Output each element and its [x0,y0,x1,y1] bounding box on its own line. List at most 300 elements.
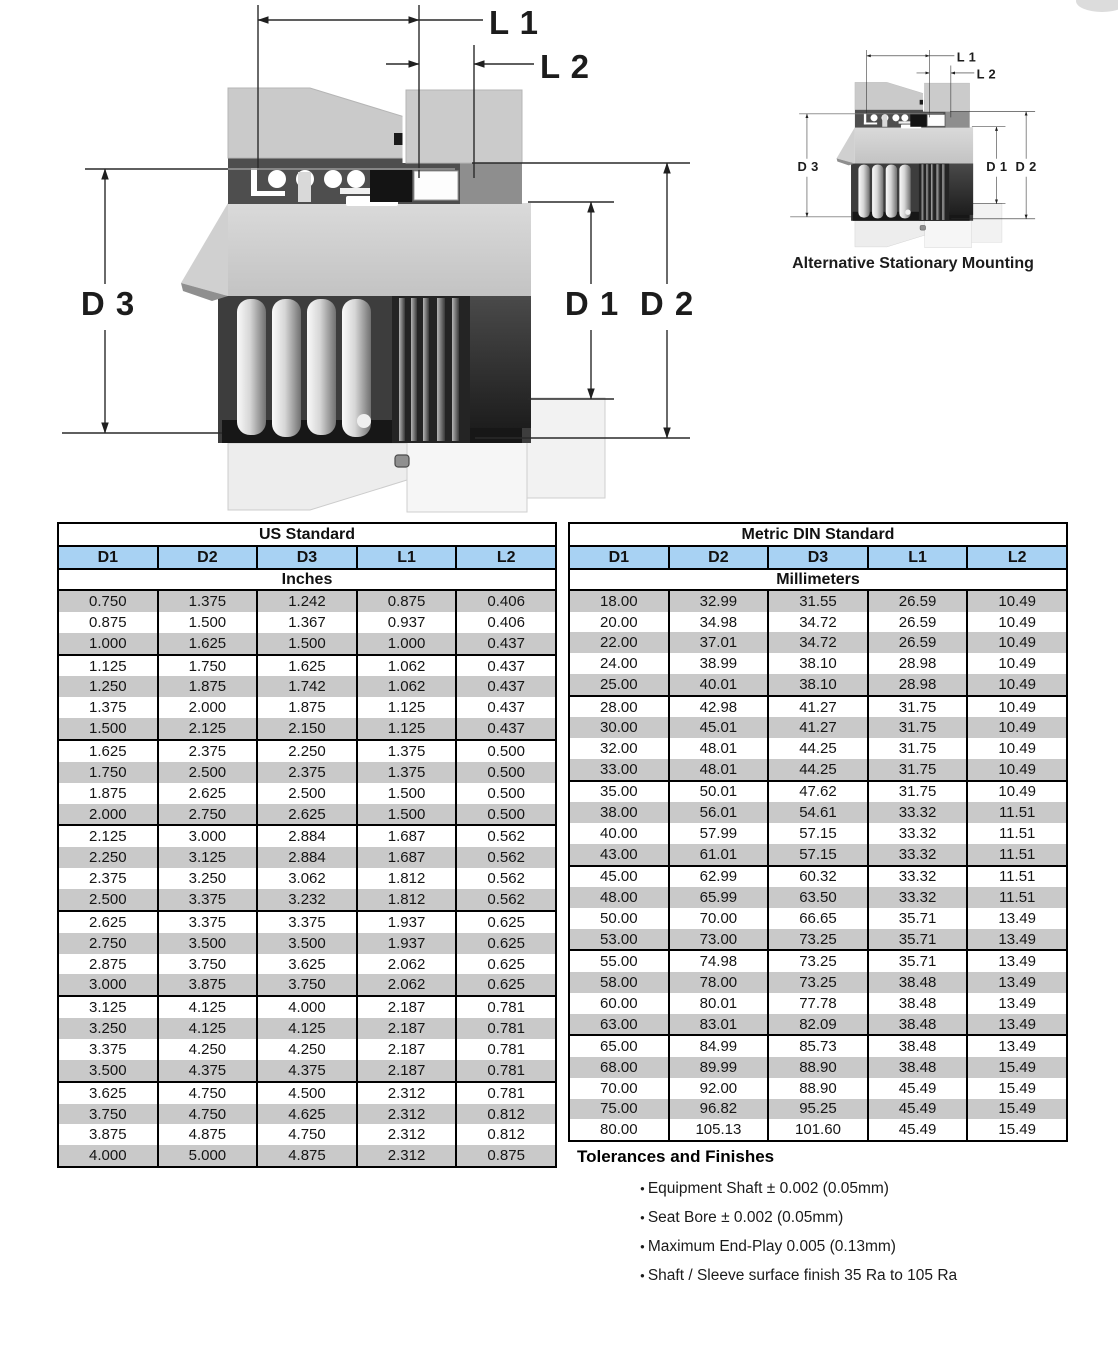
table-row [59,612,555,633]
cell: 0.625 [487,934,525,952]
cell: 92.00 [670,1078,770,1099]
cell: 1.375 [59,697,159,718]
cell: 2.000 [59,804,159,825]
cell: 24.00 [570,653,670,674]
cell: 1.242 [258,591,358,612]
cell: 0.750 [59,591,159,612]
cell: 4.875 [258,1145,358,1166]
cell: 2.187 [358,997,458,1018]
cell: 84.99 [670,1036,770,1057]
cell: 41.27 [769,717,869,738]
seat-rings [392,296,531,443]
cell: 0.562 [487,849,525,867]
table-row [59,676,555,697]
cell: 38.10 [769,653,869,674]
cell: 48.00 [570,887,670,908]
table-row [570,908,1066,929]
cell: 78.00 [670,972,770,993]
table-row [59,824,555,847]
cell: 50.01 [670,782,770,803]
table-row [59,954,555,975]
cell: 56.01 [670,802,770,823]
cell: 0.500 [487,742,525,760]
cell: 25.00 [570,674,670,695]
cell: 45.49 [869,1119,969,1140]
cell: 15.49 [998,1100,1036,1118]
cell: 3.000 [159,826,259,847]
cell: 0.875 [487,1147,525,1165]
table-row [570,1099,1066,1120]
cell: 50.00 [570,908,670,929]
cell: 15.49 [998,1079,1036,1097]
cell: 0.781 [487,1040,525,1058]
shaft-sleeve [228,443,407,510]
cell: 0.562 [487,828,525,846]
cell: 2.375 [59,868,159,889]
cell: 38.48 [869,1014,969,1035]
cell: 1.937 [358,912,458,933]
table-row [570,591,1066,612]
cell: 0.781 [487,999,525,1017]
cell: 5.000 [159,1145,259,1166]
cell: 1.687 [358,826,458,847]
cell: 1.625 [159,633,259,654]
cell: 2.625 [159,783,259,804]
cell: 3.375 [159,889,259,910]
mini-diagram-caption: Alternative Stationary Mounting [792,255,1034,272]
cell: 0.500 [487,805,525,823]
cell: 0.812 [487,1105,525,1123]
table-row [570,1119,1066,1140]
cell: 32.00 [570,738,670,759]
cell: 38.10 [769,674,869,695]
dim-label-l1: L 1 [488,4,540,41]
table-row [570,887,1066,908]
cell: 66.65 [769,908,869,929]
cell: 54.61 [769,802,869,823]
cell: 13.49 [998,1015,1036,1033]
cell: 89.99 [670,1057,770,1078]
cell: 3.232 [258,889,358,910]
cell: 4.625 [258,1104,358,1125]
cell: 2.062 [358,954,458,975]
cell: 60.00 [570,993,670,1014]
cell: 53.00 [570,929,670,950]
cell: 63.00 [570,1014,670,1035]
cell: 45.01 [670,717,770,738]
cell: 62.99 [670,867,770,888]
cell: 38.00 [570,802,670,823]
table-row [59,591,555,612]
cell: 2.625 [59,912,159,933]
cell: 10.49 [998,719,1036,737]
cell: 22.00 [570,632,670,653]
list-item: ● Maximum End-Play 0.005 (0.13mm) [640,1237,1047,1256]
cell: 0.781 [487,1061,525,1079]
cell: 31.55 [769,591,869,612]
cell: 4.000 [258,997,358,1018]
cell: 4.375 [159,1060,259,1081]
cell: 0.625 [487,955,525,973]
cell: 73.00 [670,929,770,950]
table-row [59,1145,555,1166]
tolerances-list [577,1179,1047,1285]
mini-seal-diagram [790,49,1037,247]
cell: 4.875 [159,1124,259,1145]
table-row [59,1124,555,1145]
column-header-l1: L1 [869,547,969,568]
cell: 1.812 [358,868,458,889]
cell: 18.00 [570,591,670,612]
cell: 13.49 [998,1038,1036,1056]
seal-ring-dark [370,170,412,202]
cell: 1.125 [358,697,458,718]
table-row [59,910,555,933]
cell: 3.125 [159,847,259,868]
cell: 31.75 [869,759,969,780]
cell: 1.500 [258,633,358,654]
cell: 43.00 [570,844,670,865]
cell: 3.750 [59,1104,159,1125]
cell: 4.000 [59,1145,159,1166]
cell: 13.49 [998,974,1036,992]
cell: 1.500 [59,718,159,739]
cell: 40.01 [670,674,770,695]
table-row [59,654,555,677]
column-header-d3: D3 [769,547,869,568]
cell: 80.01 [670,993,770,1014]
cell: 1.625 [258,656,358,677]
cell: 83.01 [670,1014,770,1035]
table-row [59,1039,555,1060]
table-row [570,612,1066,633]
cell: 3.375 [258,912,358,933]
table-row [570,759,1066,780]
column-header-d2: D2 [670,547,770,568]
cell: 28.98 [869,674,969,695]
cell: 3.250 [59,1018,159,1039]
table-row [59,718,555,739]
cell: 70.00 [570,1078,670,1099]
table-row [59,847,555,868]
cell: 0.562 [487,890,525,908]
table-row [570,802,1066,823]
table-row [59,933,555,954]
table-row [59,739,555,762]
table-row [570,949,1066,972]
cell: 10.49 [998,783,1036,801]
corner-artifact [1076,0,1118,12]
cell: 3.125 [59,997,159,1018]
cell: 0.500 [487,763,525,781]
table-row [570,823,1066,844]
table-row [59,633,555,654]
cell: 61.01 [670,844,770,865]
cell: 31.75 [869,697,969,718]
list-item: ● Equipment Shaft ± 0.002 (0.05mm) [640,1179,1047,1198]
cell: 32.99 [670,591,770,612]
table-row [570,738,1066,759]
cell: 3.875 [159,974,259,995]
cell: 44.25 [769,759,869,780]
cell: 1.742 [258,676,358,697]
dim-label-d2: D 2 [639,285,695,322]
cell: 88.90 [769,1057,869,1078]
cell: 35.00 [570,782,670,803]
cell: 0.875 [358,591,458,612]
table-header-row [570,547,1066,570]
cell: 105.13 [670,1119,770,1140]
table-row [59,1104,555,1125]
table-title: Metric DIN Standard [570,524,1066,547]
cell: 4.125 [159,1018,259,1039]
table-body [59,591,555,1166]
table-row [59,974,555,995]
cell: 1.750 [59,762,159,783]
cell: 31.75 [869,782,969,803]
dim-label-d3: D 3 [80,285,136,322]
cell: 88.90 [769,1078,869,1099]
cell: 1.875 [258,697,358,718]
cell: 73.25 [769,951,869,972]
metric-din-table [568,522,1068,1142]
column-header-d3: D3 [258,547,358,568]
cell: 15.49 [998,1121,1036,1139]
cell: 35.71 [869,951,969,972]
cell: 4.500 [258,1083,358,1104]
cell: 2.375 [159,741,259,762]
cell: 1.062 [358,676,458,697]
cell: 13.49 [998,930,1036,948]
table-body [570,591,1066,1140]
cell: 57.15 [769,823,869,844]
cell: 2.500 [59,889,159,910]
column-header-l2: L2 [1007,549,1027,566]
cell: 2.125 [159,718,259,739]
cell: 38.48 [869,1057,969,1078]
cell: 1.750 [159,656,259,677]
cell: 1.875 [59,783,159,804]
cell: 4.750 [159,1083,259,1104]
table-title: US Standard [59,524,555,547]
table-row [570,844,1066,865]
table-row [59,762,555,783]
cell: 45.00 [570,867,670,888]
cell: 1.937 [358,933,458,954]
table-row [59,1081,555,1104]
cell: 2.625 [258,804,358,825]
cell: 2.125 [59,826,159,847]
seal-band [228,158,522,206]
cell: 40.00 [570,823,670,844]
cell: 28.98 [869,653,969,674]
cell: 2.062 [358,974,458,995]
cell: 57.99 [670,823,770,844]
dim-label-d1: D 1 [564,285,620,322]
table-row [570,632,1066,653]
cell: 0.437 [487,657,525,675]
cell: 42.98 [670,697,770,718]
cell: 10.49 [998,634,1036,652]
cell: 37.01 [670,632,770,653]
cell: 85.73 [769,1036,869,1057]
cell: 3.500 [59,1060,159,1081]
column-header-l2: L2 [496,549,516,566]
table-row [59,1018,555,1039]
cell: 0.875 [59,612,159,633]
cell: 4.750 [258,1124,358,1145]
cell: 1.500 [358,804,458,825]
cell: 1.125 [358,718,458,739]
cell: 11.51 [998,868,1036,886]
cell: 11.51 [998,824,1036,842]
cell: 1.375 [159,591,259,612]
table-row [570,674,1066,695]
cell: 2.750 [159,804,259,825]
table-row [59,804,555,825]
cell: 0.437 [487,699,525,717]
drive-pin [395,455,409,467]
cell: 73.25 [769,929,869,950]
cell: 70.00 [670,908,770,929]
table-row [59,783,555,804]
cell: 77.78 [769,993,869,1014]
cell: 30.00 [570,717,670,738]
table-row [59,995,555,1018]
seat-lower-block [407,440,527,512]
us-standard-table [57,522,557,1168]
cell: 2.312 [358,1104,458,1125]
cell: 26.59 [869,591,969,612]
cell: 0.500 [487,784,525,802]
cell: 4.750 [159,1104,259,1125]
cell: 0.437 [487,634,525,652]
cell: 55.00 [570,951,670,972]
cell: 2.187 [358,1039,458,1060]
cell: 13.49 [998,909,1036,927]
cell: 3.500 [258,933,358,954]
table-row [570,1057,1066,1078]
cell: 35.71 [869,908,969,929]
cell: 10.49 [998,698,1036,716]
cell: 33.32 [869,802,969,823]
table-unit-row: Millimeters [570,570,1066,591]
cell: 10.49 [998,675,1036,693]
cell: 0.781 [487,1084,525,1102]
cell: 48.01 [670,759,770,780]
dim-label-l2: L 2 [539,48,591,85]
cell: 0.937 [358,612,458,633]
table-row [570,695,1066,718]
cell: 15.49 [998,1059,1036,1077]
cell: 2.250 [258,741,358,762]
cell: 3.375 [159,912,259,933]
gland-body [181,203,531,301]
table-row [570,929,1066,950]
column-header-d2: D2 [159,547,259,568]
cell: 57.15 [769,844,869,865]
cell: 1.875 [159,676,259,697]
cell: 0.562 [487,870,525,888]
cell: 1.500 [159,612,259,633]
cell: 10.49 [998,760,1036,778]
cell: 1.625 [59,741,159,762]
table-row [570,993,1066,1014]
cell: 10.49 [998,740,1036,757]
list-item: ● Shaft / Sleeve surface finish 35 Ra to 105 Ra [640,1266,1047,1285]
cell: 41.27 [769,697,869,718]
cell: 35.71 [869,929,969,950]
cell: 2.000 [159,697,259,718]
cell: 20.00 [570,612,670,633]
cell: 1.062 [358,656,458,677]
cell: 33.32 [869,844,969,865]
cell: 101.60 [769,1119,869,1140]
cell: 4.375 [258,1060,358,1081]
cell: 0.437 [487,678,525,696]
cell: 34.98 [670,612,770,633]
cell: 31.75 [869,717,969,738]
cell: 10.49 [998,613,1036,631]
cell: 3.375 [59,1039,159,1060]
cell: 2.187 [358,1060,458,1081]
table-row [570,1078,1066,1099]
cell: 95.25 [769,1099,869,1120]
cell: 11.51 [998,804,1036,822]
cell: 2.875 [59,954,159,975]
cell: 4.250 [258,1039,358,1060]
cell: 31.75 [869,738,969,759]
cell: 1.500 [358,783,458,804]
cell: 1.375 [358,741,458,762]
cell: 58.00 [570,972,670,993]
cell: 65.00 [570,1036,670,1057]
table-row [570,717,1066,738]
cell: 1.125 [59,656,159,677]
cell: 3.750 [258,974,358,995]
cell: 1.687 [358,847,458,868]
cell: 1.000 [358,633,458,654]
seal-diagram [0,0,1118,520]
cell: 3.062 [258,868,358,889]
cell: 1.367 [258,612,358,633]
table-row [59,1060,555,1081]
cell: 11.51 [998,845,1036,863]
cell: 45.49 [869,1099,969,1120]
tolerances-title: Tolerances and Finishes [577,1147,775,1166]
cell: 28.00 [570,697,670,718]
tolerances-section [577,1147,1047,1295]
cell: 2.884 [258,826,358,847]
cell: 13.49 [998,953,1036,971]
cell: 3.625 [59,1083,159,1104]
cell: 3.250 [159,868,259,889]
gland-plate [228,88,408,158]
cell: 4.250 [159,1039,259,1060]
cell: 75.00 [570,1099,670,1120]
column-header-l1: L1 [358,547,458,568]
cell: 74.98 [670,951,770,972]
cell: 0.625 [487,976,525,994]
cell: 80.00 [570,1119,670,1140]
cell: 2.750 [59,933,159,954]
cell: 34.72 [769,612,869,633]
cell: 73.25 [769,972,869,993]
cell: 68.00 [570,1057,670,1078]
table-unit-row: Inches [59,570,555,591]
cell: 2.500 [159,762,259,783]
table-row [59,889,555,910]
